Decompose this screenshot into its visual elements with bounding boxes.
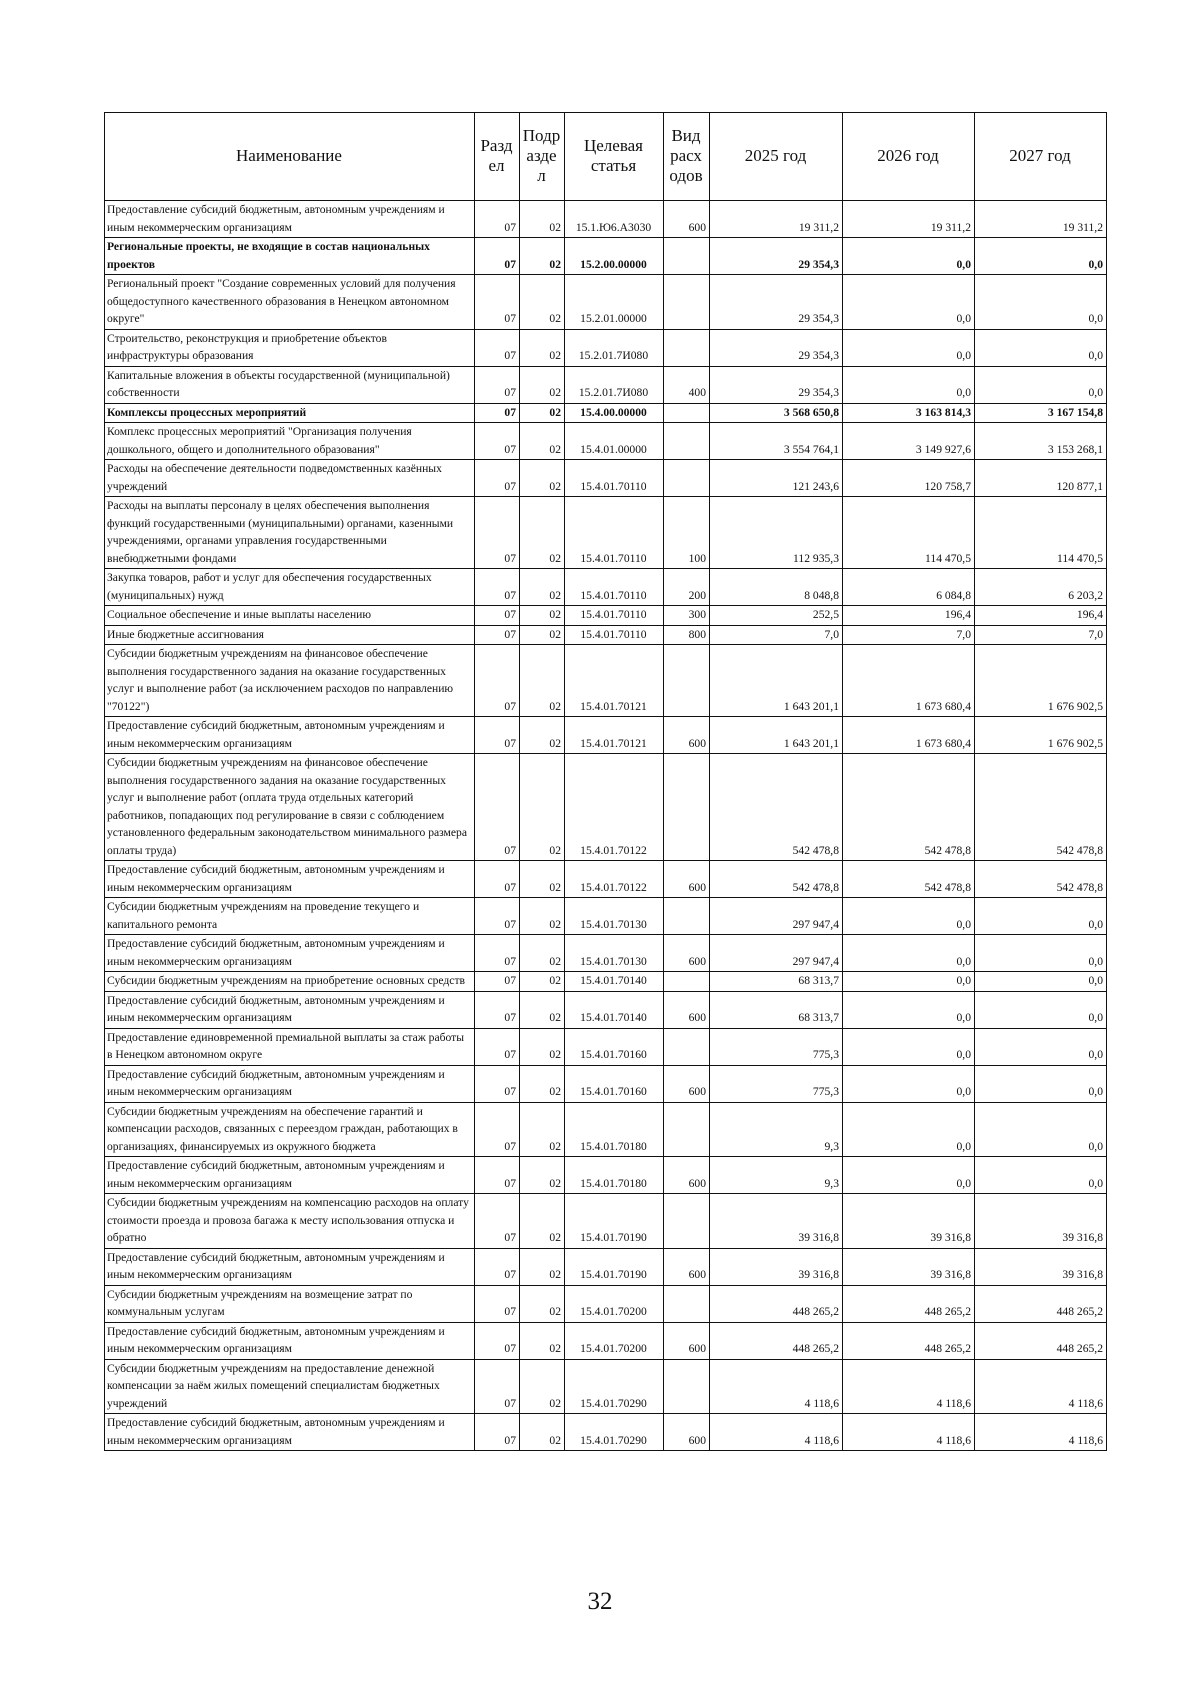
cell-2026: 7,0 — [843, 625, 975, 645]
cell-name: Комплекс процессных мероприятий "Организация получения дошкольного, общего и дополнительного образования" — [105, 423, 475, 460]
cell-podrazdel: 02 — [520, 1359, 565, 1414]
table-row — [105, 238, 1107, 275]
cell-2025: 29 354,3 — [710, 366, 843, 403]
header-vid-rashodov: Вид расх одов — [664, 113, 710, 201]
cell-name: Предоставление субсидий бюджетным, автономным учреждениям и иным некоммерческим организациям — [105, 991, 475, 1028]
table-row — [105, 1102, 1107, 1157]
cell-celevaya-statya: 15.4.01.70110 — [565, 497, 664, 569]
cell-2025: 121 243,6 — [710, 460, 843, 497]
cell-razdel: 07 — [475, 898, 520, 935]
cell-celevaya-statya: 15.4.01.70121 — [565, 645, 664, 717]
cell-celevaya-statya: 15.4.00.00000 — [565, 403, 664, 423]
cell-2027: 0,0 — [975, 275, 1107, 330]
cell-razdel: 07 — [475, 366, 520, 403]
cell-vid-rashodov — [664, 1359, 710, 1414]
cell-podrazdel: 02 — [520, 423, 565, 460]
cell-podrazdel: 02 — [520, 275, 565, 330]
cell-2027: 19 311,2 — [975, 201, 1107, 238]
cell-2026: 4 118,6 — [843, 1359, 975, 1414]
cell-podrazdel: 02 — [520, 898, 565, 935]
cell-razdel: 07 — [475, 1322, 520, 1359]
cell-celevaya-statya: 15.4.01.70190 — [565, 1194, 664, 1249]
cell-name: Субсидии бюджетным учреждениям на проведение текущего и капитального ремонта — [105, 898, 475, 935]
cell-2027: 0,0 — [975, 991, 1107, 1028]
cell-celevaya-statya: 15.4.01.70110 — [565, 569, 664, 606]
cell-podrazdel: 02 — [520, 329, 565, 366]
cell-podrazdel: 02 — [520, 1248, 565, 1285]
cell-razdel: 07 — [475, 238, 520, 275]
cell-vid-rashodov: 600 — [664, 935, 710, 972]
cell-vid-rashodov — [664, 1028, 710, 1065]
cell-2025: 542 478,8 — [710, 754, 843, 861]
cell-2026: 448 265,2 — [843, 1285, 975, 1322]
cell-2026: 3 163 814,3 — [843, 403, 975, 423]
cell-celevaya-statya: 15.2.01.7И080 — [565, 329, 664, 366]
cell-razdel: 07 — [475, 275, 520, 330]
cell-podrazdel: 02 — [520, 460, 565, 497]
cell-razdel: 07 — [475, 1359, 520, 1414]
cell-name: Субсидии бюджетным учреждениям на обеспечение гарантий и компенсации расходов, связанных с переездом граждан, работающих в организациях, финансируемых из окружного бюджета — [105, 1102, 475, 1157]
cell-vid-rashodov: 600 — [664, 1248, 710, 1285]
cell-vid-rashodov — [664, 238, 710, 275]
cell-celevaya-statya: 15.4.01.70110 — [565, 606, 664, 626]
cell-2026: 0,0 — [843, 935, 975, 972]
table-row — [105, 625, 1107, 645]
cell-celevaya-statya: 15.4.01.70290 — [565, 1414, 664, 1451]
cell-celevaya-statya: 15.4.01.70110 — [565, 460, 664, 497]
cell-2027: 0,0 — [975, 1157, 1107, 1194]
cell-podrazdel: 02 — [520, 497, 565, 569]
cell-2026: 1 673 680,4 — [843, 717, 975, 754]
cell-vid-rashodov — [664, 972, 710, 992]
cell-name: Строительство, реконструкция и приобретение объектов инфраструктуры образования — [105, 329, 475, 366]
cell-vid-rashodov: 200 — [664, 569, 710, 606]
cell-2025: 542 478,8 — [710, 861, 843, 898]
cell-vid-rashodov — [664, 1102, 710, 1157]
cell-celevaya-statya: 15.4.01.70121 — [565, 717, 664, 754]
cell-2025: 29 354,3 — [710, 275, 843, 330]
cell-razdel: 07 — [475, 1248, 520, 1285]
cell-razdel: 07 — [475, 972, 520, 992]
cell-2026: 3 149 927,6 — [843, 423, 975, 460]
cell-name: Субсидии бюджетным учреждениям на приобретение основных средств — [105, 972, 475, 992]
cell-vid-rashodov — [664, 403, 710, 423]
cell-2027: 0,0 — [975, 1028, 1107, 1065]
cell-2025: 68 313,7 — [710, 991, 843, 1028]
cell-2025: 9,3 — [710, 1102, 843, 1157]
cell-razdel: 07 — [475, 403, 520, 423]
cell-2026: 0,0 — [843, 329, 975, 366]
cell-razdel: 07 — [475, 497, 520, 569]
cell-2026: 19 311,2 — [843, 201, 975, 238]
table-row — [105, 569, 1107, 606]
cell-vid-rashodov — [664, 329, 710, 366]
table-row — [105, 1194, 1107, 1249]
cell-vid-rashodov — [664, 898, 710, 935]
table-row — [105, 275, 1107, 330]
table-row — [105, 1248, 1107, 1285]
header-2027: 2027 год — [975, 113, 1107, 201]
cell-name: Региональный проект "Создание современных условий для получения общедоступного качественного образования в Ненецком автономном округе" — [105, 275, 475, 330]
cell-name: Социальное обеспечение и иные выплаты населению — [105, 606, 475, 626]
cell-2027: 120 877,1 — [975, 460, 1107, 497]
cell-celevaya-statya: 15.4.01.70140 — [565, 991, 664, 1028]
cell-razdel: 07 — [475, 1157, 520, 1194]
cell-celevaya-statya: 15.4.01.70110 — [565, 625, 664, 645]
cell-celevaya-statya: 15.4.01.70200 — [565, 1285, 664, 1322]
cell-2026: 0,0 — [843, 275, 975, 330]
cell-2026: 0,0 — [843, 1102, 975, 1157]
cell-2027: 39 316,8 — [975, 1194, 1107, 1249]
cell-name: Субсидии бюджетным учреждениям на компенсацию расходов на оплату стоимости проезда и провоза багажа к месту использования отпуска и обратно — [105, 1194, 475, 1249]
cell-2026: 114 470,5 — [843, 497, 975, 569]
cell-2025: 775,3 — [710, 1065, 843, 1102]
cell-vid-rashodov: 600 — [664, 201, 710, 238]
cell-celevaya-statya: 15.4.01.70180 — [565, 1157, 664, 1194]
cell-2026: 448 265,2 — [843, 1322, 975, 1359]
cell-2027: 3 153 268,1 — [975, 423, 1107, 460]
cell-name: Предоставление субсидий бюджетным, автономным учреждениям и иным некоммерческим организациям — [105, 1065, 475, 1102]
page-number: 32 — [587, 1588, 613, 1615]
cell-name: Предоставление субсидий бюджетным, автономным учреждениям и иным некоммерческим организациям — [105, 935, 475, 972]
table-row — [105, 645, 1107, 717]
cell-podrazdel: 02 — [520, 645, 565, 717]
cell-2025: 112 935,3 — [710, 497, 843, 569]
cell-celevaya-statya: 15.2.01.7И080 — [565, 366, 664, 403]
cell-2025: 8 048,8 — [710, 569, 843, 606]
cell-name: Капитальные вложения в объекты государственной (муниципальной) собственности — [105, 366, 475, 403]
cell-2027: 542 478,8 — [975, 861, 1107, 898]
table-row — [105, 403, 1107, 423]
cell-razdel: 07 — [475, 569, 520, 606]
cell-name: Предоставление субсидий бюджетным, автономным учреждениям и иным некоммерческим организациям — [105, 1414, 475, 1451]
cell-2027: 1 676 902,5 — [975, 645, 1107, 717]
table-row — [105, 1414, 1107, 1451]
cell-2027: 0,0 — [975, 898, 1107, 935]
cell-celevaya-statya: 15.4.01.70190 — [565, 1248, 664, 1285]
cell-2026: 4 118,6 — [843, 1414, 975, 1451]
cell-2025: 775,3 — [710, 1028, 843, 1065]
cell-razdel: 07 — [475, 861, 520, 898]
cell-razdel: 07 — [475, 1414, 520, 1451]
cell-razdel: 07 — [475, 645, 520, 717]
cell-vid-rashodov: 400 — [664, 366, 710, 403]
cell-podrazdel: 02 — [520, 606, 565, 626]
cell-podrazdel: 02 — [520, 1194, 565, 1249]
table-row — [105, 1359, 1107, 1414]
cell-vid-rashodov: 100 — [664, 497, 710, 569]
cell-name: Предоставление субсидий бюджетным, автономным учреждениям и иным некоммерческим организациям — [105, 201, 475, 238]
cell-vid-rashodov: 600 — [664, 1414, 710, 1451]
cell-2026: 0,0 — [843, 1065, 975, 1102]
table-row — [105, 606, 1107, 626]
cell-celevaya-statya: 15.4.01.70160 — [565, 1065, 664, 1102]
header-podrazdel: Подр азде л — [520, 113, 565, 201]
cell-name: Региональные проекты, не входящие в состав национальных проектов — [105, 238, 475, 275]
cell-razdel: 07 — [475, 1065, 520, 1102]
table-row — [105, 366, 1107, 403]
cell-name: Расходы на выплаты персоналу в целях обеспечения выполнения функций государственными (муниципальными) органами, казенными учреждениями, органами управления государственными внебюджетными фондами — [105, 497, 475, 569]
table-header-row — [105, 113, 1107, 201]
cell-podrazdel: 02 — [520, 201, 565, 238]
cell-razdel: 07 — [475, 717, 520, 754]
cell-2025: 7,0 — [710, 625, 843, 645]
cell-podrazdel: 02 — [520, 1285, 565, 1322]
cell-podrazdel: 02 — [520, 717, 565, 754]
cell-2025: 68 313,7 — [710, 972, 843, 992]
table-row — [105, 1065, 1107, 1102]
cell-vid-rashodov — [664, 645, 710, 717]
cell-celevaya-statya: 15.4.01.70122 — [565, 754, 664, 861]
cell-vid-rashodov: 600 — [664, 861, 710, 898]
cell-2026: 6 084,8 — [843, 569, 975, 606]
cell-2025: 19 311,2 — [710, 201, 843, 238]
cell-2025: 1 643 201,1 — [710, 717, 843, 754]
table-row — [105, 1028, 1107, 1065]
cell-2027: 0,0 — [975, 972, 1107, 992]
cell-2026: 542 478,8 — [843, 861, 975, 898]
cell-podrazdel: 02 — [520, 1102, 565, 1157]
cell-2027: 448 265,2 — [975, 1322, 1107, 1359]
header-razdel: Разд ел — [475, 113, 520, 201]
cell-2027: 7,0 — [975, 625, 1107, 645]
cell-2025: 29 354,3 — [710, 329, 843, 366]
cell-2027: 1 676 902,5 — [975, 717, 1107, 754]
cell-name: Субсидии бюджетным учреждениям на финансовое обеспечение выполнения государственного задания на оказание государственных услуг и выполнение работ (за исключением расходов по направлению "70122") — [105, 645, 475, 717]
cell-vid-rashodov — [664, 1285, 710, 1322]
cell-celevaya-statya: 15.2.00.00000 — [565, 238, 664, 275]
cell-celevaya-statya: 15.4.01.70180 — [565, 1102, 664, 1157]
cell-razdel: 07 — [475, 754, 520, 861]
cell-podrazdel: 02 — [520, 861, 565, 898]
cell-2027: 542 478,8 — [975, 754, 1107, 861]
cell-vid-rashodov — [664, 460, 710, 497]
cell-celevaya-statya: 15.2.01.00000 — [565, 275, 664, 330]
table-row — [105, 329, 1107, 366]
cell-podrazdel: 02 — [520, 991, 565, 1028]
cell-2025: 39 316,8 — [710, 1194, 843, 1249]
table-row — [105, 1157, 1107, 1194]
cell-podrazdel: 02 — [520, 1157, 565, 1194]
cell-razdel: 07 — [475, 1028, 520, 1065]
cell-razdel: 07 — [475, 606, 520, 626]
cell-2027: 0,0 — [975, 1065, 1107, 1102]
cell-2027: 4 118,6 — [975, 1359, 1107, 1414]
table-row — [105, 861, 1107, 898]
cell-celevaya-statya: 15.4.01.70130 — [565, 935, 664, 972]
cell-name: Субсидии бюджетным учреждениям на финансовое обеспечение выполнения государственного задания на оказание государственных услуг и выполнение работ (оплата труда отдельных категорий работников, попадающих под регулирование в связи с соблюдением установленного федеральным законодательством минимального размера оплаты труда) — [105, 754, 475, 861]
cell-razdel: 07 — [475, 625, 520, 645]
cell-razdel: 07 — [475, 423, 520, 460]
table-row — [105, 1285, 1107, 1322]
cell-2025: 252,5 — [710, 606, 843, 626]
cell-razdel: 07 — [475, 991, 520, 1028]
cell-podrazdel: 02 — [520, 238, 565, 275]
cell-podrazdel: 02 — [520, 625, 565, 645]
cell-2026: 0,0 — [843, 898, 975, 935]
cell-podrazdel: 02 — [520, 1028, 565, 1065]
cell-razdel: 07 — [475, 935, 520, 972]
table-row — [105, 497, 1107, 569]
table-row — [105, 423, 1107, 460]
cell-2026: 0,0 — [843, 1028, 975, 1065]
cell-name: Предоставление субсидий бюджетным, автономным учреждениям и иным некоммерческим организациям — [105, 861, 475, 898]
cell-podrazdel: 02 — [520, 1414, 565, 1451]
table-row — [105, 460, 1107, 497]
table-row — [105, 991, 1107, 1028]
cell-2026: 0,0 — [843, 366, 975, 403]
table-row — [105, 717, 1107, 754]
cell-2027: 0,0 — [975, 329, 1107, 366]
budget-table — [104, 112, 1107, 1451]
cell-vid-rashodov: 600 — [664, 1157, 710, 1194]
cell-2027: 0,0 — [975, 238, 1107, 275]
table-row — [105, 201, 1107, 238]
table-row — [105, 972, 1107, 992]
cell-2025: 448 265,2 — [710, 1322, 843, 1359]
cell-2026: 542 478,8 — [843, 754, 975, 861]
cell-vid-rashodov — [664, 423, 710, 460]
cell-2027: 0,0 — [975, 366, 1107, 403]
cell-vid-rashodov: 600 — [664, 1065, 710, 1102]
header-2025: 2025 год — [710, 113, 843, 201]
cell-2026: 1 673 680,4 — [843, 645, 975, 717]
cell-name: Предоставление субсидий бюджетным, автономным учреждениям и иным некоммерческим организациям — [105, 1157, 475, 1194]
cell-name: Предоставление субсидий бюджетным, автономным учреждениям и иным некоммерческим организациям — [105, 717, 475, 754]
cell-2026: 196,4 — [843, 606, 975, 626]
cell-name: Расходы на обеспечение деятельности подведомственных казённых учреждений — [105, 460, 475, 497]
cell-2026: 39 316,8 — [843, 1248, 975, 1285]
cell-2027: 0,0 — [975, 935, 1107, 972]
table-row — [105, 1322, 1107, 1359]
cell-name: Иные бюджетные ассигнования — [105, 625, 475, 645]
cell-2027: 114 470,5 — [975, 497, 1107, 569]
header-name: Наименование — [105, 113, 475, 201]
table-row — [105, 754, 1107, 861]
cell-razdel: 07 — [475, 1102, 520, 1157]
cell-2025: 4 118,6 — [710, 1414, 843, 1451]
cell-name: Закупка товаров, работ и услуг для обеспечения государственных (муниципальных) нужд — [105, 569, 475, 606]
cell-podrazdel: 02 — [520, 569, 565, 606]
table-row — [105, 935, 1107, 972]
cell-name: Предоставление субсидий бюджетным, автономным учреждениям и иным некоммерческим организациям — [105, 1322, 475, 1359]
cell-2026: 0,0 — [843, 972, 975, 992]
cell-vid-rashodov: 600 — [664, 991, 710, 1028]
cell-vid-rashodov — [664, 1194, 710, 1249]
cell-podrazdel: 02 — [520, 366, 565, 403]
table-body — [105, 201, 1107, 1451]
cell-razdel: 07 — [475, 329, 520, 366]
cell-2025: 1 643 201,1 — [710, 645, 843, 717]
cell-2026: 0,0 — [843, 991, 975, 1028]
cell-celevaya-statya: 15.4.01.70140 — [565, 972, 664, 992]
cell-2025: 3 568 650,8 — [710, 403, 843, 423]
cell-2027: 448 265,2 — [975, 1285, 1107, 1322]
cell-celevaya-statya: 15.4.01.70200 — [565, 1322, 664, 1359]
cell-2025: 297 947,4 — [710, 935, 843, 972]
cell-name: Предоставление единовременной премиальной выплаты за стаж работы в Ненецком автономном округе — [105, 1028, 475, 1065]
cell-razdel: 07 — [475, 1285, 520, 1322]
cell-celevaya-statya: 15.4.01.70122 — [565, 861, 664, 898]
cell-vid-rashodov: 600 — [664, 717, 710, 754]
cell-celevaya-statya: 15.4.01.70130 — [565, 898, 664, 935]
cell-podrazdel: 02 — [520, 754, 565, 861]
cell-2025: 3 554 764,1 — [710, 423, 843, 460]
cell-vid-rashodov: 300 — [664, 606, 710, 626]
cell-podrazdel: 02 — [520, 1065, 565, 1102]
cell-celevaya-statya: 15.4.01.00000 — [565, 423, 664, 460]
cell-podrazdel: 02 — [520, 403, 565, 423]
cell-razdel: 07 — [475, 1194, 520, 1249]
cell-2027: 3 167 154,8 — [975, 403, 1107, 423]
cell-razdel: 07 — [475, 201, 520, 238]
cell-2025: 297 947,4 — [710, 898, 843, 935]
cell-name: Предоставление субсидий бюджетным, автономным учреждениям и иным некоммерческим организациям — [105, 1248, 475, 1285]
cell-2027: 6 203,2 — [975, 569, 1107, 606]
cell-razdel: 07 — [475, 460, 520, 497]
cell-2025: 39 316,8 — [710, 1248, 843, 1285]
cell-name: Субсидии бюджетным учреждениям на возмещение затрат по коммунальным услугам — [105, 1285, 475, 1322]
cell-2026: 0,0 — [843, 1157, 975, 1194]
cell-2025: 9,3 — [710, 1157, 843, 1194]
cell-2027: 39 316,8 — [975, 1248, 1107, 1285]
cell-celevaya-statya: 15.4.01.70290 — [565, 1359, 664, 1414]
cell-vid-rashodov: 600 — [664, 1322, 710, 1359]
cell-vid-rashodov: 800 — [664, 625, 710, 645]
cell-2027: 196,4 — [975, 606, 1107, 626]
cell-celevaya-statya: 15.1.Ю6.А3030 — [565, 201, 664, 238]
cell-vid-rashodov — [664, 754, 710, 861]
cell-2026: 0,0 — [843, 238, 975, 275]
cell-2025: 448 265,2 — [710, 1285, 843, 1322]
cell-2025: 4 118,6 — [710, 1359, 843, 1414]
cell-podrazdel: 02 — [520, 972, 565, 992]
cell-celevaya-statya: 15.4.01.70160 — [565, 1028, 664, 1065]
header-celevaya-statya: Целевая статья — [565, 113, 664, 201]
cell-name: Субсидии бюджетным учреждениям на предоставление денежной компенсации за наём жилых помещений специалистам бюджетных учреждений — [105, 1359, 475, 1414]
header-2026: 2026 год — [843, 113, 975, 201]
cell-2027: 4 118,6 — [975, 1414, 1107, 1451]
table-row — [105, 898, 1107, 935]
cell-podrazdel: 02 — [520, 935, 565, 972]
cell-podrazdel: 02 — [520, 1322, 565, 1359]
cell-2026: 120 758,7 — [843, 460, 975, 497]
cell-name: Комплексы процессных мероприятий — [105, 403, 475, 423]
cell-vid-rashodov — [664, 275, 710, 330]
cell-2027: 0,0 — [975, 1102, 1107, 1157]
cell-2025: 29 354,3 — [710, 238, 843, 275]
cell-2026: 39 316,8 — [843, 1194, 975, 1249]
